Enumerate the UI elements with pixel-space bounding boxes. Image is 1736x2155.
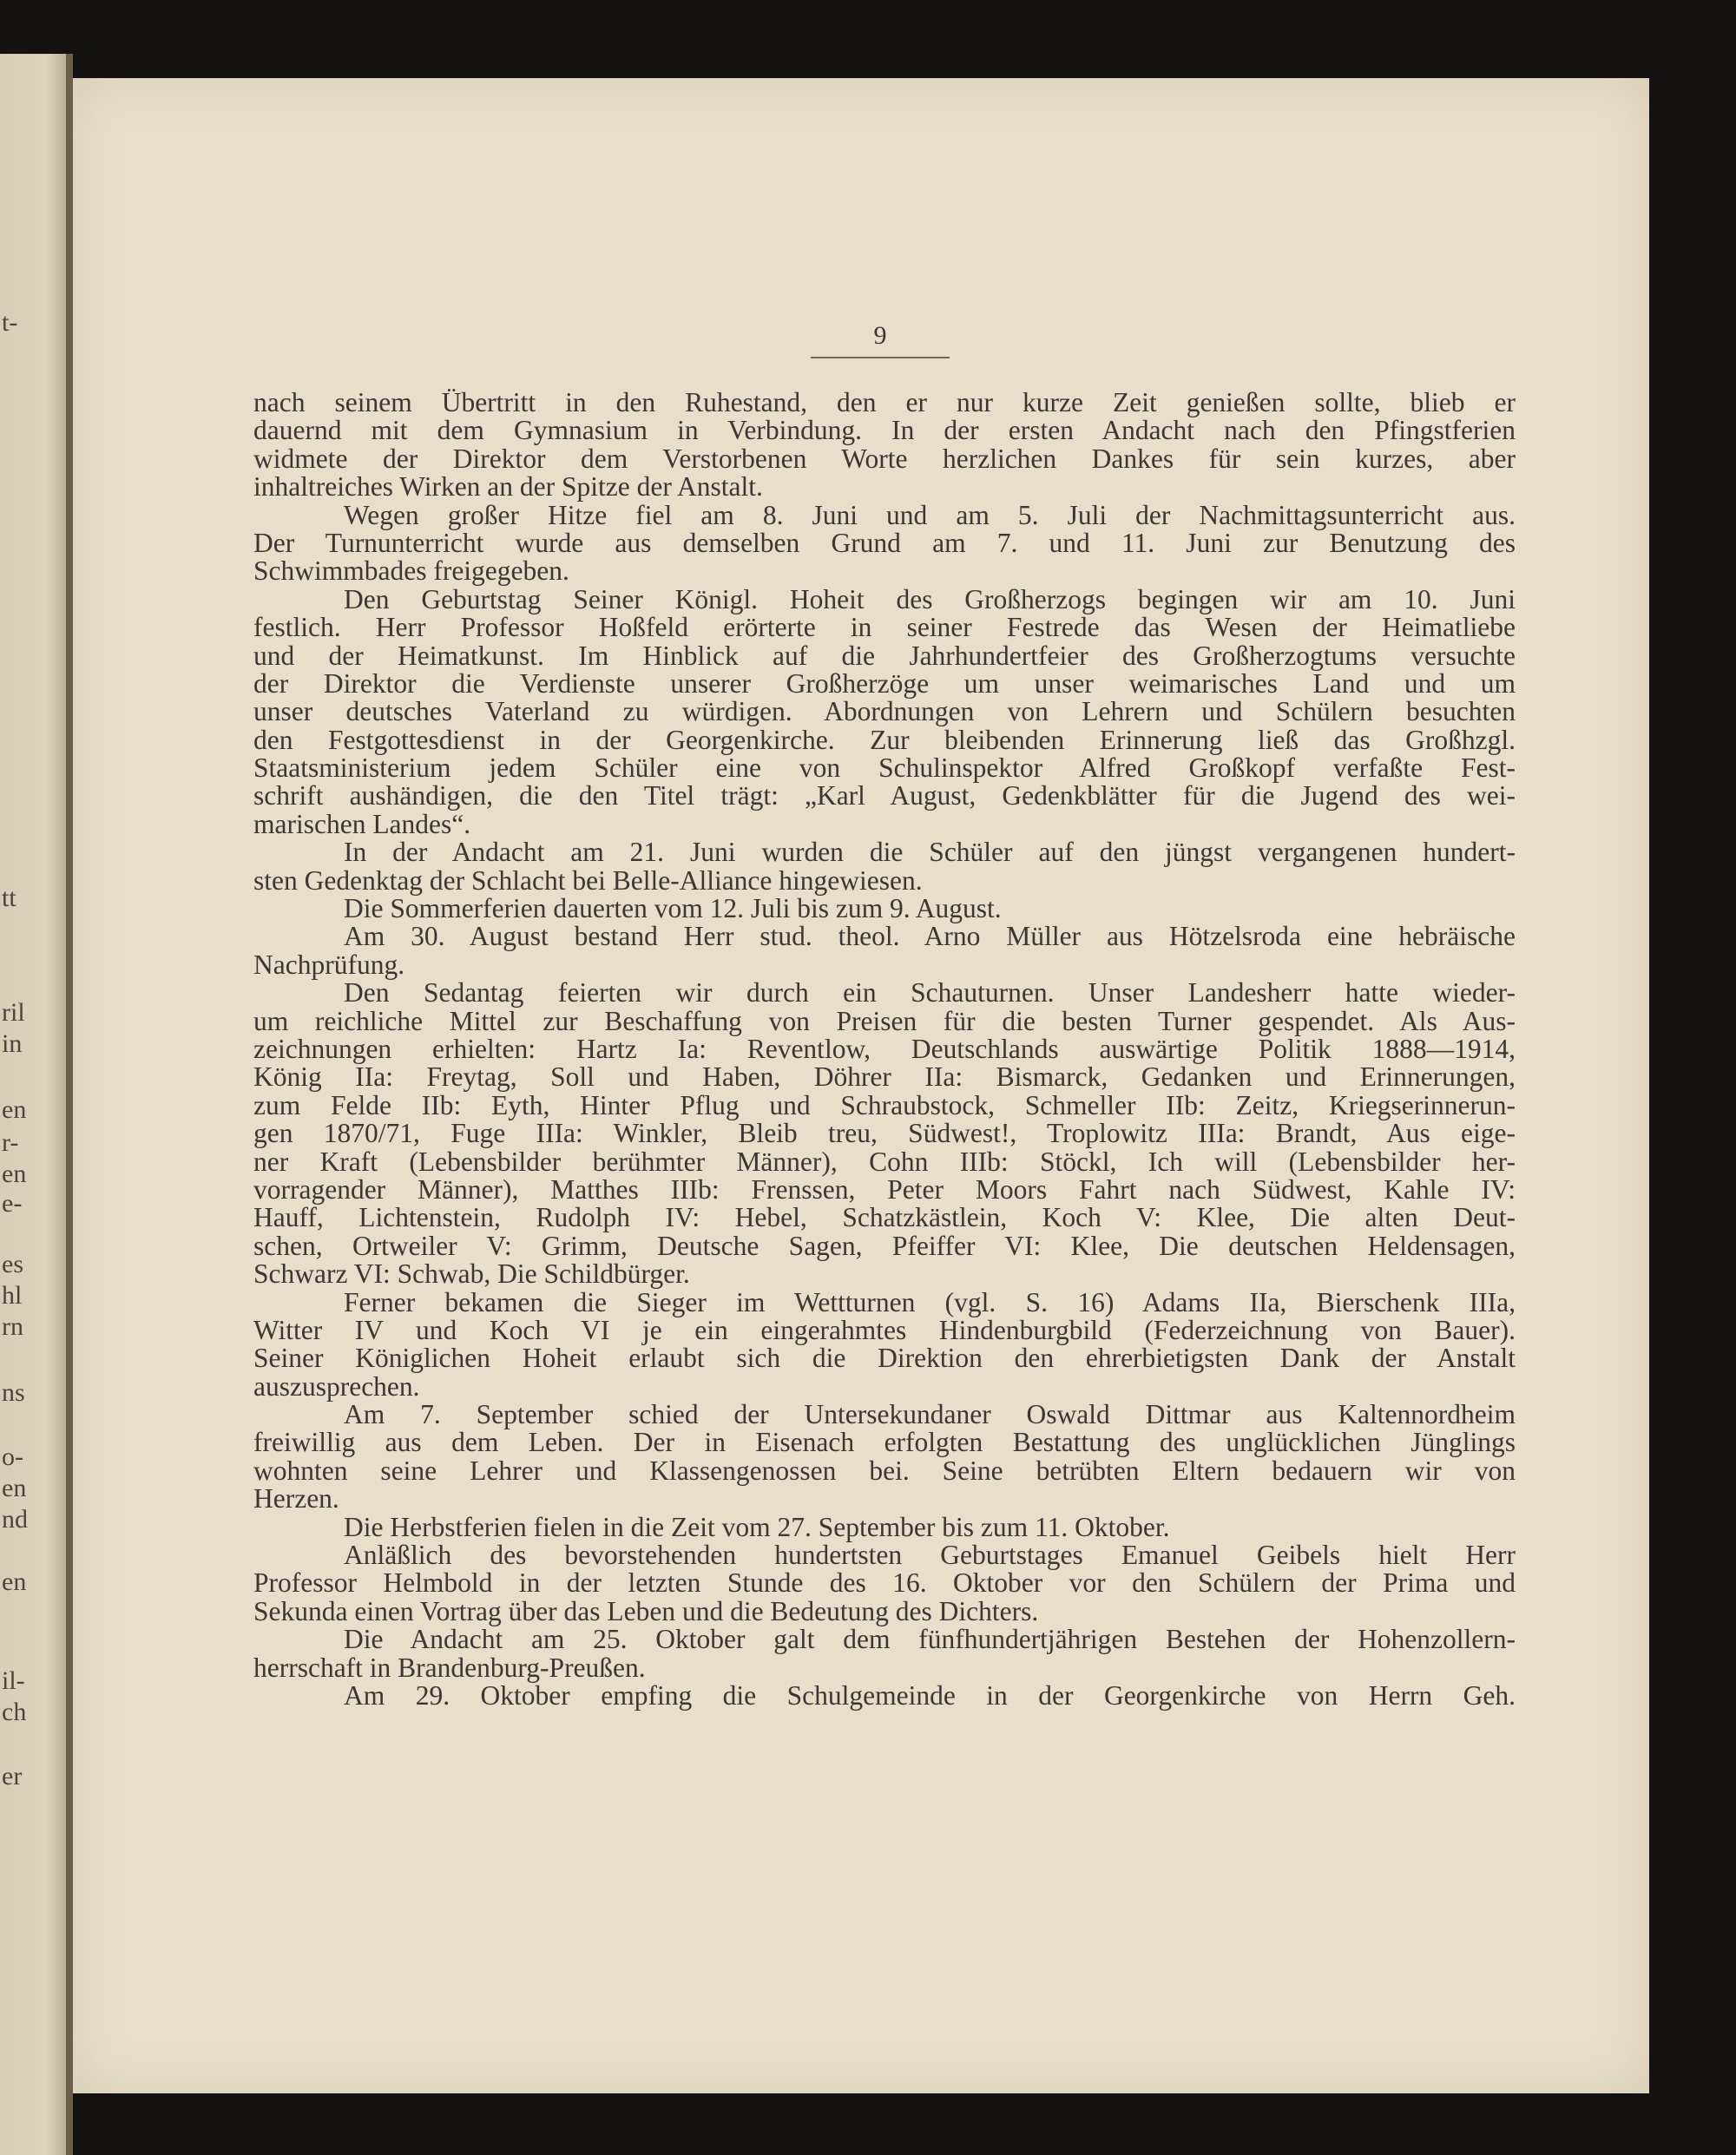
text-line: Schwarz VI: Schwab, Die Schildbürger.: [253, 1258, 690, 1290]
previous-page-fragment: es: [2, 1250, 23, 1278]
text-line: Hauff, Lichtenstein, Rudolph IV: Hebel, Schatzkästlein, Koch V: Klee, Die alten Deut-: [253, 1202, 1516, 1233]
text-line: schen, Ortweiler V: Grimm, Deutsche Sagen, Pfeiffer VI: Klee, Die deutschen Heldensagen,: [253, 1230, 1516, 1261]
text-line: Die Herbstferien fielen in die Zeit vom 27. September bis zum 11. Oktober.: [344, 1511, 1170, 1542]
text-line: Anläßlich des bevorstehenden hundertsten Geburtstages Emanuel Geibels hielt Herr: [344, 1540, 1516, 1571]
book-gutter: [66, 54, 73, 2155]
previous-page-fragment: t-: [2, 308, 18, 337]
previous-page-fragment: ril: [2, 998, 25, 1027]
text-line: vorragender Männer), Matthes IIIb: Frenssen, Peter Moors Fahrt nach Südwest, Kahle IV:: [253, 1173, 1516, 1205]
previous-page-fragment: er: [2, 1762, 23, 1790]
previous-page-fragment: ch: [2, 1698, 27, 1726]
previous-page-fragment: en: [2, 1160, 27, 1188]
previous-page-fragment: en: [2, 1474, 27, 1502]
text-line: schrift aushändigen, die den Titel trägt: „Karl August, Gedenkblätter für die Jugend des wei-: [253, 780, 1516, 811]
text-line: der Direktor die Verdienste unserer Großherzöge um unser weimarisches Land und um: [253, 667, 1516, 699]
text-line: Den Geburtstag Seiner Königl. Hoheit des Großherzogs begingen wir am 10. Juni: [344, 583, 1516, 614]
text-line: Den Sedantag feierten wir durch ein Schauturnen. Unser Landesherr hatte wieder-: [344, 977, 1516, 1009]
text-line: Professor Helmbold in der letzten Stunde des 16. Oktober vor den Schülern der Prima und: [253, 1567, 1516, 1599]
text-line: marischen Landes“.: [253, 808, 471, 839]
text-line: Schwimmbades freigegeben.: [253, 555, 569, 587]
text-line: auszusprechen.: [253, 1370, 420, 1402]
text-line: Am 30. August bestand Herr stud. theol. Arno Müller aus Hötzelsroda eine hebräische: [344, 921, 1516, 952]
page-number: 9: [873, 321, 887, 350]
text-line: Die Sommerferien dauerten vom 12. Juli bis zum 9. August.: [344, 893, 1002, 924]
text-line: zum Felde IIb: Eyth, Hinter Pflug und Schraubstock, Schmeller IIb: Zeitz, Kriegserinnerun-: [253, 1089, 1516, 1120]
previous-page-fragment: o-: [2, 1442, 23, 1471]
text-line: dauernd mit dem Gymnasium in Verbindung. In der ersten Andacht nach den Pfingstferien: [253, 415, 1516, 446]
text-line: In der Andacht am 21. Juni wurden die Schüler auf den jüngst vergangenen hundert-: [344, 837, 1516, 868]
text-line: König IIa: Freytag, Soll und Haben, Döhrer IIa: Bismarck, Gedanken und Erinnerungen,: [253, 1061, 1516, 1093]
text-line: widmete der Direktor dem Verstorbenen Worte herzlichen Dankes für sein kurzes, aber: [253, 443, 1516, 474]
text-line: unser deutsches Vaterland zu würdigen. Abordnungen von Lehrern und Schülern besuchten: [253, 696, 1516, 727]
text-line: freiwillig aus dem Leben. Der in Eisenach erfolgten Bestattung des unglücklichen Jünglings: [253, 1427, 1516, 1458]
text-line: Ferner bekamen die Sieger im Wettturnen (vgl. S. 16) Adams IIa, Bierschenk IIIa,: [344, 1286, 1516, 1317]
text-line: Sekunda einen Vortrag über das Leben und die Bedeutung des Dichters.: [253, 1595, 1039, 1626]
text-line: Am 7. September schied der Untersekundaner Oswald Dittmar aus Kaltennordheim: [344, 1399, 1516, 1430]
book-page: [73, 78, 1649, 2093]
previous-page-edge: [0, 54, 66, 2155]
text-line: den Festgottesdienst in der Georgenkirche. Zur bleibenden Erinnerung ließ das Großhzgl.: [253, 724, 1516, 755]
text-line: wohnten seine Lehrer und Klassengenossen bei. Seine betrübten Eltern bedauern wir von: [253, 1455, 1516, 1486]
text-line: Nachprüfung.: [253, 949, 405, 980]
previous-page-fragment: il-: [2, 1666, 25, 1695]
previous-page-fragment: ns: [2, 1378, 25, 1407]
text-line: herrschaft in Brandenburg-Preußen.: [253, 1652, 646, 1683]
text-line: um reichliche Mittel zur Beschaffung von Preisen für die besten Turner gespendet. Als Aus-: [253, 1005, 1516, 1036]
text-line: gen 1870/71, Fuge IIIa: Winkler, Bleib treu, Südwest!, Troplowitz IIIa: Brandt, Aus eige-: [253, 1118, 1516, 1149]
text-line: Seiner Königlichen Hoheit erlaubt sich die Direktion den ehrerbietigsten Dank der Anstalt: [253, 1343, 1516, 1374]
text-line: inhaltreiches Wirken an der Spitze der Anstalt.: [253, 471, 763, 503]
previous-page-fragment: rn: [2, 1312, 23, 1341]
previous-page-fragment: en: [2, 1567, 27, 1596]
text-line: festlich. Herr Professor Hoßfeld erörterte in seiner Festrede das Wesen der Heimatliebe: [253, 612, 1516, 643]
page-number-rule: [811, 357, 950, 358]
previous-page-fragment: nd: [2, 1505, 28, 1534]
previous-page-fragment: e-: [2, 1189, 23, 1218]
text-line: Der Turnunterricht wurde aus demselben Grund am 7. und 11. Juni zur Benutzung des: [253, 527, 1516, 558]
text-line: Herzen.: [253, 1483, 339, 1514]
previous-page-fragment: en: [2, 1095, 27, 1124]
text-line: Staatsministerium jedem Schüler eine von Schulinspektor Alfred Großkopf verfaßte Fest-: [253, 752, 1516, 784]
text-line: Die Andacht am 25. Oktober galt dem fünfhundertjährigen Bestehen der Hohenzollern-: [344, 1624, 1516, 1655]
text-line: Witter IV und Koch VI je ein eingerahmtes Hindenburgbild (Federzeichnung von Bauer).: [253, 1314, 1516, 1345]
previous-page-fragment: tt: [2, 884, 16, 912]
text-line: zeichnungen erhielten: Hartz Ia: Reventlow, Deutschlands auswärtige Politik 1888—1914,: [253, 1033, 1516, 1064]
text-line: Wegen großer Hitze fiel am 8. Juni und am 5. Juli der Nachmittagsunterricht aus.: [344, 499, 1516, 530]
text-line: sten Gedenktag der Schlacht bei Belle-Alliance hingewiesen.: [253, 864, 923, 896]
previous-page-fragment: hl: [2, 1281, 23, 1310]
text-line: nach seinem Übertritt in den Ruhestand, den er nur kurze Zeit genießen sollte, blieb er: [253, 387, 1516, 417]
text-line: Am 29. Oktober empfing die Schulgemeinde in der Georgenkirche von Herrn Geh.: [344, 1679, 1516, 1711]
previous-page-fragment: in: [2, 1029, 23, 1058]
body-text: [253, 389, 1516, 1710]
text-line: und der Heimatkunst. Im Hinblick auf die Jahrhundertfeier des Großherzogtums versuchte: [253, 640, 1516, 671]
previous-page-fragment: r-: [2, 1128, 19, 1157]
text-line: ner Kraft (Lebensbilder berühmter Männer), Cohn IIIb: Stöckl, Ich will (Lebensbilder her-: [253, 1146, 1516, 1177]
